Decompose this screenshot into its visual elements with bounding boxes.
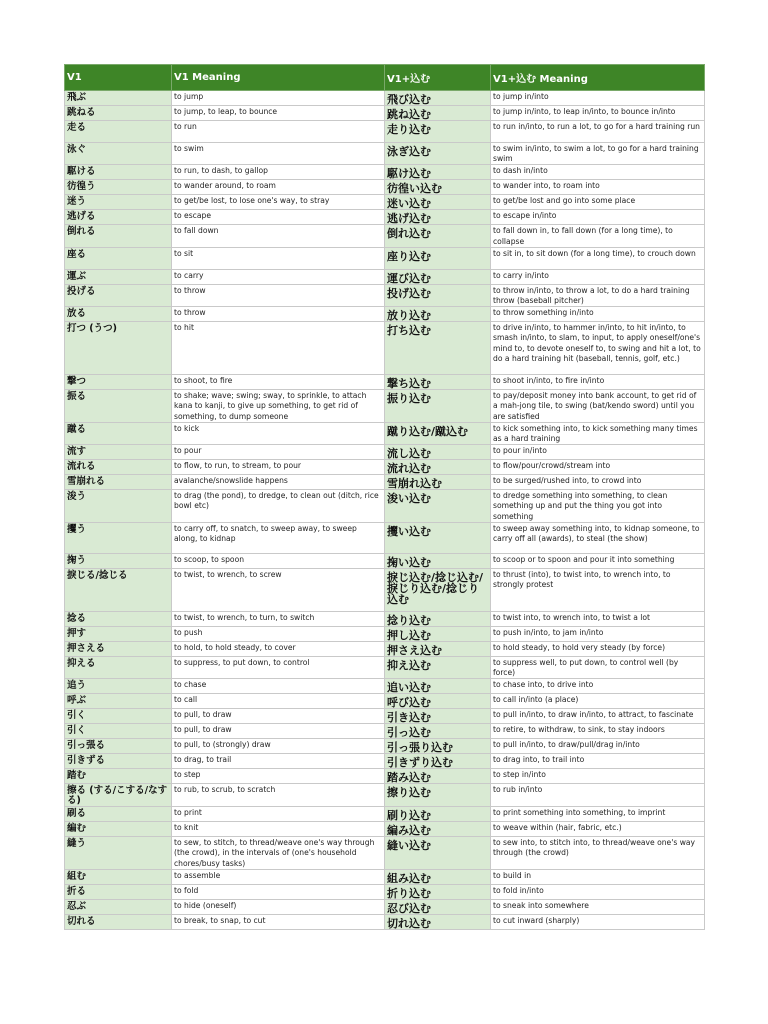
- compound-verb-cell: 押し込む: [385, 626, 491, 641]
- verb-cell: 流す: [65, 445, 172, 460]
- verb-meaning-cell: to push: [172, 626, 385, 641]
- verb-cell: 捩じる/捻じる: [65, 568, 172, 611]
- table-row: [65, 284, 705, 306]
- compound-verb-cell: 彷徨い込む: [385, 180, 491, 195]
- table-row: [65, 445, 705, 460]
- table-row: [65, 553, 705, 568]
- compound-meaning-cell: to dash in/into: [491, 165, 705, 180]
- compound-verb-cell: 呼び込む: [385, 694, 491, 709]
- table-row: [65, 269, 705, 284]
- table-row: [65, 739, 705, 754]
- verb-cell: 捻る: [65, 611, 172, 626]
- verb-meaning-cell: to step: [172, 769, 385, 784]
- verb-cell: 引く: [65, 709, 172, 724]
- table-row: [65, 709, 705, 724]
- table-row: [65, 322, 705, 375]
- verb-meaning-cell: to shoot, to fire: [172, 375, 385, 390]
- verb-cell: 引っ張る: [65, 739, 172, 754]
- compound-meaning-cell: to pay/deposit money into bank account, to get rid of a mah-jong tile, to swing (bat/kendo sword) until you are satisfied: [491, 390, 705, 423]
- verb-meaning-cell: to jump, to leap, to bounce: [172, 106, 385, 121]
- compound-meaning-cell: to hold steady, to hold very steady (by force): [491, 641, 705, 656]
- compound-meaning-cell: to sit in, to sit down (for a long time), to crouch down: [491, 247, 705, 269]
- table-row: [65, 899, 705, 914]
- table-row: [65, 247, 705, 269]
- verb-cell: 切れる: [65, 914, 172, 929]
- verb-meaning-cell: to break, to snap, to cut: [172, 914, 385, 929]
- verb-meaning-cell: to hold, to hold steady, to cover: [172, 641, 385, 656]
- verb-meaning-cell: avalanche/snowslide happens: [172, 475, 385, 490]
- compound-verb-cell: 座り込む: [385, 247, 491, 269]
- table-row: [65, 694, 705, 709]
- compound-meaning-cell: to rub in/into: [491, 784, 705, 807]
- verb-meaning-cell: to sew, to stitch, to thread/weave one's way through (the crowd), in the intervals of (one's household chores/busy tasks): [172, 837, 385, 870]
- verb-cell: 引きずる: [65, 754, 172, 769]
- table-row: [65, 165, 705, 180]
- verb-meaning-cell: to fold: [172, 884, 385, 899]
- verb-cell: 縫う: [65, 837, 172, 870]
- table-row: [65, 822, 705, 837]
- verb-cell: 組む: [65, 869, 172, 884]
- table-row: [65, 656, 705, 678]
- table-row: [65, 210, 705, 225]
- verb-cell: 折る: [65, 884, 172, 899]
- compound-meaning-cell: to carry in/into: [491, 269, 705, 284]
- verb-cell: 走る: [65, 121, 172, 143]
- table-row: [65, 611, 705, 626]
- compound-verb-cell: 飛び込む: [385, 91, 491, 106]
- compound-verb-cell: 倒れ込む: [385, 225, 491, 247]
- verb-meaning-cell: to drag, to trail: [172, 754, 385, 769]
- verb-cell: 投げる: [65, 284, 172, 306]
- compound-meaning-cell: to weave within (hair, fabric, etc.): [491, 822, 705, 837]
- table-row: [65, 307, 705, 322]
- table-row: [65, 390, 705, 423]
- verb-meaning-cell: to throw: [172, 284, 385, 306]
- verb-cell: 彷徨う: [65, 180, 172, 195]
- table-row: [65, 837, 705, 870]
- verb-meaning-cell: to sit: [172, 247, 385, 269]
- compound-verb-cell: 走り込む: [385, 121, 491, 143]
- verb-meaning-cell: to twist, to wrench, to screw: [172, 568, 385, 611]
- verb-cell: 運ぶ: [65, 269, 172, 284]
- verb-meaning-cell: to carry off, to snatch, to sweep away, to sweep along, to kidnap: [172, 522, 385, 553]
- compound-verb-cell: 折り込む: [385, 884, 491, 899]
- table-row: [65, 180, 705, 195]
- table-row: [65, 106, 705, 121]
- verb-meaning-cell: to escape: [172, 210, 385, 225]
- table-row: [65, 225, 705, 247]
- verb-meaning-cell: to pull, to draw: [172, 709, 385, 724]
- verb-cell: 泳ぐ: [65, 143, 172, 165]
- table-row: [65, 641, 705, 656]
- verb-cell: 追う: [65, 679, 172, 694]
- compound-verb-cell: 駆け込む: [385, 165, 491, 180]
- verb-meaning-cell: to throw: [172, 307, 385, 322]
- compound-meaning-cell: to retire, to withdraw, to sink, to stay indoors: [491, 724, 705, 739]
- verb-meaning-cell: to assemble: [172, 869, 385, 884]
- verb-cell: 撃つ: [65, 375, 172, 390]
- compound-verb-cell: 踏み込む: [385, 769, 491, 784]
- compound-verb-cell: 組み込む: [385, 869, 491, 884]
- table-row: [65, 460, 705, 475]
- compound-meaning-cell: to thrust (into), to twist into, to wrench into, to strongly protest: [491, 568, 705, 611]
- compound-meaning-cell: to be surged/rushed into, to crowd into: [491, 475, 705, 490]
- compound-meaning-cell: to wander into, to roam into: [491, 180, 705, 195]
- verb-cell: 流れる: [65, 460, 172, 475]
- compound-meaning-cell: to throw something in/into: [491, 307, 705, 322]
- compound-meaning-cell: to swim in/into, to swim a lot, to go for a hard training swim: [491, 143, 705, 165]
- verb-meaning-cell: to hit: [172, 322, 385, 375]
- compound-meaning-cell: to sew into, to stitch into, to thread/weave one's way through (the crowd): [491, 837, 705, 870]
- verb-meaning-cell: to drag (the pond), to dredge, to clean out (ditch, rice bowl etc): [172, 490, 385, 523]
- table-row: [65, 143, 705, 165]
- compound-verb-cell: 雪崩れ込む: [385, 475, 491, 490]
- compound-verb-cell: 引っ張り込む: [385, 739, 491, 754]
- table-row: [65, 884, 705, 899]
- table-row: [65, 375, 705, 390]
- compound-meaning-cell: to drag into, to trail into: [491, 754, 705, 769]
- compound-verb-cell: 捻り込む: [385, 611, 491, 626]
- compound-verb-cell: 忍び込む: [385, 899, 491, 914]
- verb-meaning-cell: to kick: [172, 422, 385, 444]
- compound-meaning-cell: to drive in/into, to hammer in/into, to hit in/into, to smash in/into, to slam, to input, to apply oneself/one's mind to, to devote oneself to, to swing and hit a lot, to do a hard training hit (baseball, tennis, golf, etc.): [491, 322, 705, 375]
- table-row: [65, 490, 705, 523]
- compound-meaning-cell: to sneak into somewhere: [491, 899, 705, 914]
- table-row: [65, 807, 705, 822]
- compound-meaning-cell: to escape in/into: [491, 210, 705, 225]
- compound-verb-cell: 浚い込む: [385, 490, 491, 523]
- compound-meaning-cell: to shoot in/into, to fire in/into: [491, 375, 705, 390]
- compound-verb-cell: 追い込む: [385, 679, 491, 694]
- compound-verb-cell: 逃げ込む: [385, 210, 491, 225]
- verb-cell: 呼ぶ: [65, 694, 172, 709]
- compound-verb-cell: 流し込む: [385, 445, 491, 460]
- table-row: [65, 91, 705, 106]
- compound-meaning-cell: to cut inward (sharply): [491, 914, 705, 929]
- compound-verb-cell: 擦り込む: [385, 784, 491, 807]
- compound-meaning-cell: to sweep away something into, to kidnap someone, to carry off all (awards), to steal (the show): [491, 522, 705, 553]
- verb-meaning-cell: to flow, to run, to stream, to pour: [172, 460, 385, 475]
- verb-cell: 飛ぶ: [65, 91, 172, 106]
- header-v1: V1: [65, 65, 172, 91]
- verb-cell: 跳ねる: [65, 106, 172, 121]
- compound-verb-cell: 切れ込む: [385, 914, 491, 929]
- compound-verb-cell: 投げ込む: [385, 284, 491, 306]
- compound-meaning-cell: to suppress well, to put down, to control well (by force): [491, 656, 705, 678]
- table-row: [65, 869, 705, 884]
- verb-cell: 放る: [65, 307, 172, 322]
- compound-verb-cell: 運び込む: [385, 269, 491, 284]
- verb-cell: 掬う: [65, 553, 172, 568]
- verb-meaning-cell: to fall down: [172, 225, 385, 247]
- verb-meaning-cell: to get/be lost, to lose one's way, to stray: [172, 195, 385, 210]
- verb-cell: 引く: [65, 724, 172, 739]
- compound-verb-cell: 編み込む: [385, 822, 491, 837]
- compound-verb-cell: 蹴り込む/蹴込む: [385, 422, 491, 444]
- verb-cell: 打つ (うつ): [65, 322, 172, 375]
- compound-verb-cell: 流れ込む: [385, 460, 491, 475]
- table-row: [65, 195, 705, 210]
- verb-meaning-cell: to scoop, to spoon: [172, 553, 385, 568]
- compound-meaning-cell: to throw in/into, to throw a lot, to do a hard training throw (baseball pitcher): [491, 284, 705, 306]
- compound-verb-table: [64, 64, 705, 930]
- verb-cell: 押す: [65, 626, 172, 641]
- verb-meaning-cell: to run: [172, 121, 385, 143]
- compound-verb-cell: 引っ込む: [385, 724, 491, 739]
- verb-meaning-cell: to swim: [172, 143, 385, 165]
- compound-verb-cell: 抑え込む: [385, 656, 491, 678]
- verb-meaning-cell: to suppress, to put down, to control: [172, 656, 385, 678]
- compound-meaning-cell: to step in/into: [491, 769, 705, 784]
- compound-meaning-cell: to push in/into, to jam in/into: [491, 626, 705, 641]
- header-v1-komu: V1+込む: [385, 65, 491, 91]
- verb-cell: 攫う: [65, 522, 172, 553]
- verb-table-sheet: [64, 64, 704, 930]
- table-row: [65, 754, 705, 769]
- compound-meaning-cell: to pour in/into: [491, 445, 705, 460]
- verb-meaning-cell: to shake; wave; swing; sway, to sprinkle, to attach kana to kanji, to give up something, to get rid of something, to dump someone: [172, 390, 385, 423]
- table-row: [65, 121, 705, 143]
- compound-meaning-cell: to build in: [491, 869, 705, 884]
- compound-verb-cell: 攫い込む: [385, 522, 491, 553]
- verb-meaning-cell: to twist, to wrench, to turn, to switch: [172, 611, 385, 626]
- compound-verb-cell: 迷い込む: [385, 195, 491, 210]
- compound-meaning-cell: to jump in/into: [491, 91, 705, 106]
- verb-cell: 擦る (する/こする/なする): [65, 784, 172, 807]
- compound-verb-cell: 撃ち込む: [385, 375, 491, 390]
- compound-verb-cell: 引き込む: [385, 709, 491, 724]
- verb-meaning-cell: to pull, to (strongly) draw: [172, 739, 385, 754]
- verb-meaning-cell: to hide (oneself): [172, 899, 385, 914]
- compound-verb-cell: 振り込む: [385, 390, 491, 423]
- compound-meaning-cell: to jump in/into, to leap in/into, to bounce in/into: [491, 106, 705, 121]
- verb-meaning-cell: to call: [172, 694, 385, 709]
- header-v1-meaning: V1 Meaning: [172, 65, 385, 91]
- compound-verb-cell: 縫い込む: [385, 837, 491, 870]
- compound-verb-cell: 引きずり込む: [385, 754, 491, 769]
- compound-meaning-cell: to fall down in, to fall down (for a long time), to collapse: [491, 225, 705, 247]
- verb-meaning-cell: to knit: [172, 822, 385, 837]
- compound-meaning-cell: to run in/into, to run a lot, to go for a hard training run: [491, 121, 705, 143]
- verb-cell: 倒れる: [65, 225, 172, 247]
- verb-cell: 座る: [65, 247, 172, 269]
- verb-meaning-cell: to pull, to draw: [172, 724, 385, 739]
- verb-meaning-cell: to chase: [172, 679, 385, 694]
- table-row: [65, 914, 705, 929]
- header-row: [65, 65, 705, 91]
- verb-meaning-cell: to carry: [172, 269, 385, 284]
- table-row: [65, 679, 705, 694]
- table-row: [65, 522, 705, 553]
- header-v1-komu-meaning: V1+込む Meaning: [491, 65, 705, 91]
- verb-cell: 踏む: [65, 769, 172, 784]
- table-row: [65, 475, 705, 490]
- compound-meaning-cell: to twist into, to wrench into, to twist a lot: [491, 611, 705, 626]
- compound-meaning-cell: to fold in/into: [491, 884, 705, 899]
- compound-verb-cell: 放り込む: [385, 307, 491, 322]
- table-row: [65, 784, 705, 807]
- compound-meaning-cell: to pull in/into, to draw in/into, to attract, to fascinate: [491, 709, 705, 724]
- compound-verb-cell: 押さえ込む: [385, 641, 491, 656]
- verb-meaning-cell: to rub, to scrub, to scratch: [172, 784, 385, 807]
- verb-cell: 逃げる: [65, 210, 172, 225]
- verb-cell: 雪崩れる: [65, 475, 172, 490]
- verb-cell: 押さえる: [65, 641, 172, 656]
- verb-cell: 振る: [65, 390, 172, 423]
- compound-verb-cell: 掬い込む: [385, 553, 491, 568]
- compound-meaning-cell: to chase into, to drive into: [491, 679, 705, 694]
- verb-cell: 抑える: [65, 656, 172, 678]
- compound-verb-cell: 打ち込む: [385, 322, 491, 375]
- verb-cell: 蹴る: [65, 422, 172, 444]
- compound-meaning-cell: to dredge something into something, to clean something up and put the thing you got into something: [491, 490, 705, 523]
- verb-cell: 駆ける: [65, 165, 172, 180]
- table-row: [65, 626, 705, 641]
- verb-cell: 迷う: [65, 195, 172, 210]
- table-row: [65, 422, 705, 444]
- compound-verb-cell: 泳ぎ込む: [385, 143, 491, 165]
- verb-meaning-cell: to jump: [172, 91, 385, 106]
- verb-meaning-cell: to pour: [172, 445, 385, 460]
- verb-cell: 編む: [65, 822, 172, 837]
- table-row: [65, 724, 705, 739]
- compound-verb-cell: 刷り込む: [385, 807, 491, 822]
- compound-meaning-cell: to call in/into (a place): [491, 694, 705, 709]
- compound-meaning-cell: to get/be lost and go into some place: [491, 195, 705, 210]
- verb-meaning-cell: to wander around, to roam: [172, 180, 385, 195]
- verb-cell: 忍ぶ: [65, 899, 172, 914]
- compound-meaning-cell: to scoop or to spoon and pour it into something: [491, 553, 705, 568]
- compound-meaning-cell: to flow/pour/crowd/stream into: [491, 460, 705, 475]
- compound-meaning-cell: to kick something into, to kick something many times as a hard training: [491, 422, 705, 444]
- compound-verb-cell: 跳ね込む: [385, 106, 491, 121]
- compound-meaning-cell: to print something into something, to imprint: [491, 807, 705, 822]
- verb-meaning-cell: to run, to dash, to gallop: [172, 165, 385, 180]
- table-row: [65, 568, 705, 611]
- verb-cell: 浚う: [65, 490, 172, 523]
- verb-cell: 刷る: [65, 807, 172, 822]
- compound-verb-cell: 捩じ込む/捻じ込む/捩じり込む/捻じり込む: [385, 568, 491, 611]
- table-row: [65, 769, 705, 784]
- verb-meaning-cell: to print: [172, 807, 385, 822]
- compound-meaning-cell: to pull in/into, to draw/pull/drag in/into: [491, 739, 705, 754]
